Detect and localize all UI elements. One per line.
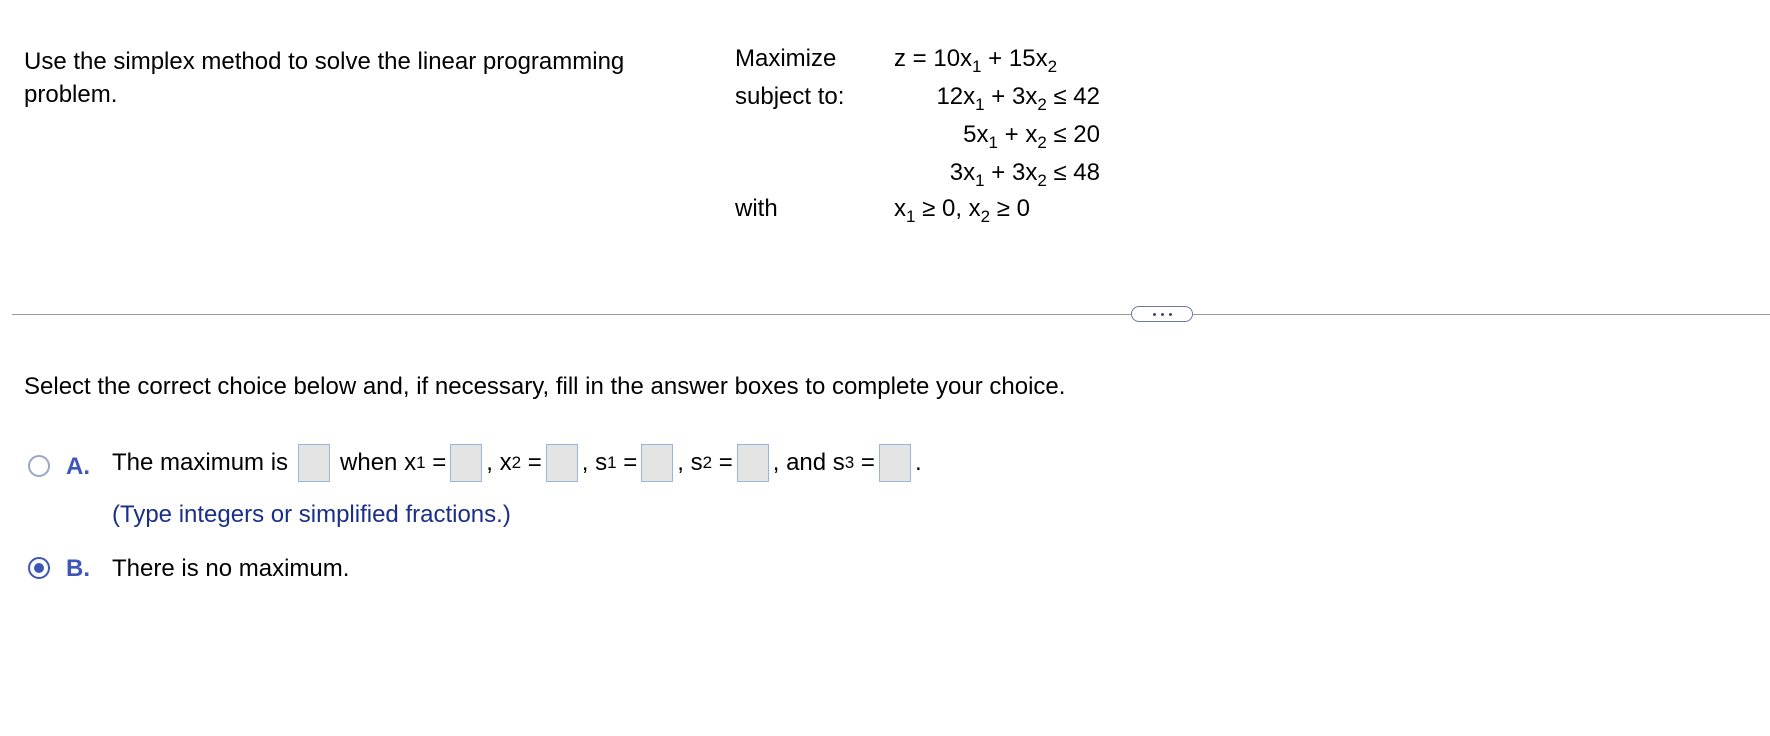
expand-more-button[interactable] <box>1131 306 1193 322</box>
s1-input[interactable] <box>641 444 673 482</box>
ellipsis-icon <box>1153 313 1156 316</box>
constraint-2: $5x_1 + x_2 \le 20$ <box>963 121 1100 152</box>
maximize-label: Maximize <box>735 45 837 72</box>
section-divider <box>12 314 1770 315</box>
max-value-input[interactable] <box>298 444 330 482</box>
choice-b-radio[interactable] <box>28 557 50 579</box>
with-label: with <box>735 195 778 222</box>
objective-function: $z = 10x_1 + 15x_2$ <box>894 45 1058 76</box>
choice-a-radio[interactable] <box>28 455 50 477</box>
constraint-3: $3x_1 + 3x_2 \le 48$ <box>949 159 1100 190</box>
choice-a-text: The maximum is when x 1 = , x 2 = , s 1 = , s 2 = , and s 3 = . <box>112 444 922 482</box>
choice-b-text: There is no maximum. <box>112 555 350 582</box>
x1-input[interactable] <box>450 444 482 482</box>
x2-input[interactable] <box>546 444 578 482</box>
s3-input[interactable] <box>879 444 911 482</box>
problem-prompt: Use the simplex method to solve the linear programming problem. <box>24 48 625 108</box>
choice-a-letter: A. <box>66 453 90 480</box>
constraint-1: $12x_1 + 3x_2 \le 42$ <box>936 83 1100 114</box>
subject-to-label: subject to: <box>735 83 845 110</box>
instruction-text: Select the correct choice below and, if necessary, fill in the answer boxes to complete your choice. <box>24 373 1066 400</box>
nonnegativity-constraints: $x_1 \ge 0$, $x_2 \ge 0$ <box>894 195 1030 226</box>
choice-b-letter: B. <box>66 555 90 582</box>
s2-input[interactable] <box>737 444 769 482</box>
choice-a-hint: (Type integers or simplified fractions.) <box>112 501 511 528</box>
